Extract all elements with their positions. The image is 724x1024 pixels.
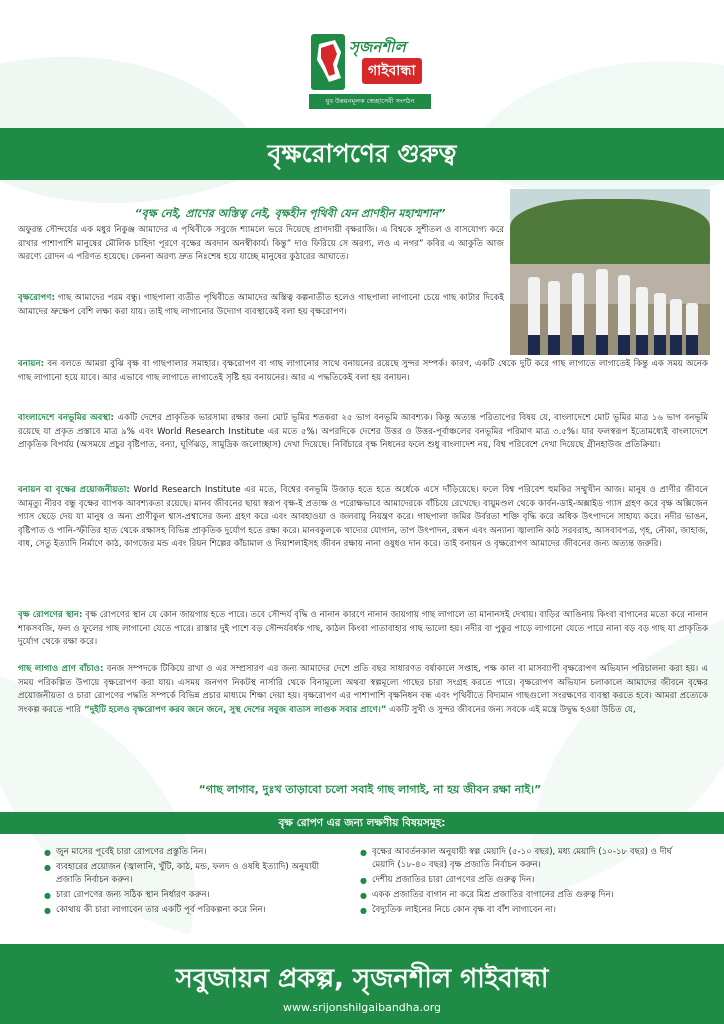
logo-name-line1: সৃজনশীল [349,38,406,56]
list-item: ● বৃক্ষের আবর্তনকাল অনুযায়ী স্বল্প মেয়াদি (৫-১০ বছর), মধ্য মেয়াদি (১০-১৮ বছর) ও দীর্ঘ মেয়াদি (১৮-৪০ বছর) বৃক্ষ প্রজাতি নির্বাচন করুন। [360,846,690,872]
pledge-quote: “দুইটি হলেও বৃক্ষরোপণ করব জনে জনে, সুস্থ দেশের সবুজ বাতাস লাগুক সবার প্রাণে।” [81,704,387,715]
section-plantation [18,292,504,319]
section-text: বনজ সম্পদকে টিকিয়ে রাখা ও এর সম্প্রসারণ এর জন্য আমাদের দেশে প্রতি বছর সাধারণত বর্ষাকালে সপ্তাহ, পক্ষ কাল বা মাসব্যাপী বৃক্ষরোপণ অভিযান পরিচালনা করা হয়। এ সময় পরিকল্পিত উপায়ে বৃক্ষরোপণ করা যায়। এসময় জনগণ নিকটস্থ নার্সারি থেকে বিনামূল্যে অথবা স্বল্পমূল্যে গাছের চারা সংগ্রহ করতে পারে। বৃক্ষরোপণ অভিযান চলাকালে আমাদের জীবনে বৃক্ষের প্রয়োজনীয়তা ও চারা রোপণের পদ্ধতি সম্পর্কে বিভিন্ন প্রচার মাধ্যমে শিক্ষা দেয়া হয়। বৃক্ষরোপণ এর পাশাপাশি বৃক্ষনিধন বন্ধ এবং পৃথিবীতে বিদ্যমান গাছগুলো সংরক্ষণের ব্যবস্থা করতে হবে। আমরা প্রত্যেকে সংকল্প করতে পারি [18,664,708,715]
list-item: ● কোথায় কী চারা লাগাবেন তার একটি পূর্ব পরিকল্পনা করে নিন। [44,904,344,917]
list-item: ● জুন মাসের পূর্বেই চারা রোপণের প্রস্তুতি নিন। [44,846,344,859]
section-forest-status [18,412,708,453]
tips-list-right [360,846,690,919]
section-afforestation [18,358,708,385]
list-item: ● ব্যবহারের প্রয়োজন (জ্বালানি, খুঁটি, কাঠ, মন্ড, ফলদ ও ওষধি ইত্যাদি) অনুযায়ী প্রজাতি নির্বাচন করুন। [44,861,344,887]
section-heading: বনায়ন: [18,359,45,369]
section-text: বন বলতে আমরা বুঝি বৃক্ষ বা গাছপালার সমাহার। বৃক্ষরোপণ বা গাছ লাগানোর সাথে বনায়নের রয়েছে সুন্দর সম্পর্ক। কারণ, একটি থেকে দুটি করে গাছ লাগাতে লাগাতেই কিন্তু এক সময় অনেক গাছ লাগানো হয়ে যাবে। আর এভাবে গাছ লাগাতে লাগাতেই সৃষ্টি হয় বনায়নের। আর এ পদ্ধতিকেই বলা হয় বনায়ন। [18,359,709,383]
section-heading: গাছ লাগাও প্রাণ বাঁচাও: [18,664,104,674]
website-link[interactable]: www.srijonshilgaibandha.org [282,1001,442,1014]
section-text: বৃক্ষ রোপণের স্থান যে কোন জায়গায় হতে পারে। তবে সৌন্দর্য বৃদ্ধি ও নানান কারণে নানান জায়গায় গাছ লাগালে তা মানানসই দেখায়। বাড়ির আঙিনায় কিংবা বাগানের মতো করে নানান শাকসবজি, ফল ও ফুলের গাছ লাগানো যেতে পারে। রাস্তার দুই পাশে বড় সৌন্দর্যবর্ধক গাছ, কাঠল কিংবা পাতাবাহার গাছ ভালো হয়। নদীর বা পুকুর পাড়ে লাগানো যেতে পারে নানা বড় বড় গাছ যা প্রাকৃতিক দুর্যোগ থেকে রক্ষা করে। [18,610,708,648]
opening-quote: “বৃক্ষ নেই, প্রাণের অস্তিত্ব নেই, বৃক্ষহীন পৃথিবী যেন প্রাণহীন মহাশ্মশান” [134,207,446,220]
list-item: ● দেশীয় প্রজাতির চারা রোপণের প্রতি গুরুত্ব দিন। [360,874,690,887]
section-necessity [18,484,708,552]
list-item: ● বৈদ্যুতিক লাইনের নিচে কোন বৃক্ষ বা বাঁশ লাগাবেন না। [360,904,690,917]
section-heading: বনায়ন বা বৃক্ষের প্রয়োজনীয়তা: [18,485,130,495]
logo-tagline: যুব উন্নয়নমূলক স্বেচ্ছাসেবী সংগঠন [309,94,431,109]
section-heading: বৃক্ষ রোপণের স্থান: [18,610,83,620]
tree-planting-photo [510,189,710,355]
footer [0,944,724,1024]
section-text: একটি দেশের প্রাকৃতিক ভারসাম্য রক্ষার জন্য মোট ভূমির শতকরা ২৫ ভাগ বনভূমি আবশ্যক। কিন্তু অত্যন্ত পরিতাপের বিষয় যে, বাংলাদেশে মোট ভূমির মাত্র ১৬ ভাগ বনভূমি রয়েছে যা প্রকৃত প্রস্তাবে মাত্র ৯% এবং World Research Institute এর মতে ৫%। অপরদিকে দেশের উত্তর ও উত্তর-পূর্বাঞ্চলের বনভূমির পরিমাণ মাত্র ৩.৫%। যার ফলস্বরূপ ইতোমধ্যেই বাংলাদেশে প্রাকৃতিক বিপর্যয় (অসময়ে প্রচুর বৃষ্টিপাত, বন্যা, ঘূর্ণিঝড়, সামুদ্রিক জলোচ্ছাস) দেখা দিয়েছে। নির্বিচারে বৃক্ষ নিধনের ফলে শুধু বাংলাদেশ নয়, বিশ্ব পরিবেশে দেখা দিয়েছে গ্রীনহাউজ প্রতিক্রিয়া। [18,413,708,451]
tips-heading: বৃক্ষ রোপণ এর জন্য লক্ষণীয় বিষয়সমূহ: [0,812,724,834]
slogan-quote: “গাছ লাগাব, দুঃখ তাড়াবো চলো সবাই গাছ লাগাই, না হয় জীবন রক্ষা নাই।” [198,783,542,796]
list-item: ● চারা রোপণের জন্য সঠিক স্থান নির্ধারণ করুন। [44,889,344,902]
bangladesh-map-icon [307,30,347,92]
intro-paragraph: অফুরন্ত সৌন্দর্যের এক মধুর নিকুঞ্জ আমাদের এ পৃথিবীকে সবুজে শ্যামলে ভরে দিয়েছে প্রাণদায়ী বৃক্ষরাজি। এ বিশ্বকে সুশীতল ও বাসযোগ্য করে রাখার পাশাপাশি মানুষের মৌলিক চাহিদা পূরণে বৃক্ষের অবদান অনস্বীকার্য। কিন্তু” দাও ফিরিয়ে সে অরণ্য, লও এ নগর” কবির এ আকুতি আজ অরণ্যে রোদন এ পরিণত হয়েছে। কেননা অরণ্য দ্রুত নিঃশেষ হয়ে যাচ্ছে মানুষের কুঠারের আঘাতে। [18,225,504,263]
section-text: World Research Institute এর মতে, বিশ্বের বনভূমি উজাড় হতে হতে অর্ধেকে এসে দাঁড়িয়েছে। ফলে বিশ্ব পরিবেশ হুমকির সম্মুখীন আজ। মানুষ ও প্রাণীর জীবনে আমৃত্যু নীরব বন্ধু বৃক্ষের ব্যাপক আবশ্যকতা রয়েছে। মানব জীবনের ছায়া স্বরূপ বৃক্ষ-ই প্রত্যক্ষ ও পরোক্ষভাবে আমাদেরকে বাঁচিয়ে রেখেছে। বায়ুমণ্ডল থেকে কার্বন-ডাই-অক্সাইড গ্যাস গ্রহণ করে বৃক্ষ অক্সিজেন গ্যাস ছেড়ে দেয় যা মানুষ ও অন্য প্রাণীকুল শ্বাস-প্রশ্বাসের জন্য গ্রহণ করে এবং আবহাওয়া ও জলবায়ু নিয়ন্ত্রণ করে। গাছপালা জমির উর্বরতা শক্তি বৃদ্ধি করে অধিক উৎপাদনে সাহায্য করে। নদীর ভাঙন, বৃষ্টিপাত ও পানি-স্ফীতির হাত থেকে রক্ষাসহ বিভিন্ন প্রাকৃতিক দুর্যোগ হতে রক্ষা করে। মানবকুলকে খাদ্যের যোগান, তাপ উৎপাদন, রন্ধন এবং অন্যান্য জ্বালানি কাঠ সরবরাহ, আসবাবপত্র, গৃহ, নৌকা, জাহাজ, বাধ, সেতু ইত্যাদি নির্মাণে কাঠ, কাগজের মন্ড এবং রিয়ন শিল্পের কাঁচামাল ও দিয়াশলাইসহ জীবন রক্ষায় নানা ওষুধও দান করে। তাই বনায়ন ও বৃক্ষরোপণ আমাদের জীবনের জন্য অত্যন্ত জরুরি। [18,485,708,550]
section-heading: বাংলাদেশে বনভূমির অবস্থা: [18,413,114,423]
logo-name-line2: গাইবান্ধা [362,58,422,84]
section-text: গাছ আমাদের পরম বন্ধু। গাছপালা ব্যতীত পৃথিবীতে আমাদের অস্তিত্ব কল্পনাতীত হলেও গাছপালা লাগানো চেয়ে গাছ কাটার দিকেই আমাদের ভ্রুক্ষেপ বেশি লক্ষ্য করা যায়। তাই গাছ লাগানোর উদ্যোগ ব্যবস্থাকেই বলা হয় বৃক্ষরোপণ। [18,293,504,317]
section-save-life [18,663,708,717]
closing-text: একটি সুখী ও সুন্দর জীবনের জন্য সবকে এই মন্ত্রে উদ্বুদ্ধ হওয়া উচিত যে, [386,704,636,715]
page-title: বৃক্ষরোপণের গুরুত্ব [0,128,724,180]
organization-logo [307,30,431,114]
footer-title: সবুজায়ন প্রকল্প, সৃজনশীল গাইবান্ধা [175,964,549,994]
section-heading: বৃক্ষরোপণ: [18,293,55,303]
list-item: ● একক প্রজাতির বাগান না করে মিশ্র প্রজাতির বাগানের প্রতি গুরুত্ব দিন। [360,889,690,902]
section-planting-place [18,609,708,650]
tips-list-left [44,846,344,919]
